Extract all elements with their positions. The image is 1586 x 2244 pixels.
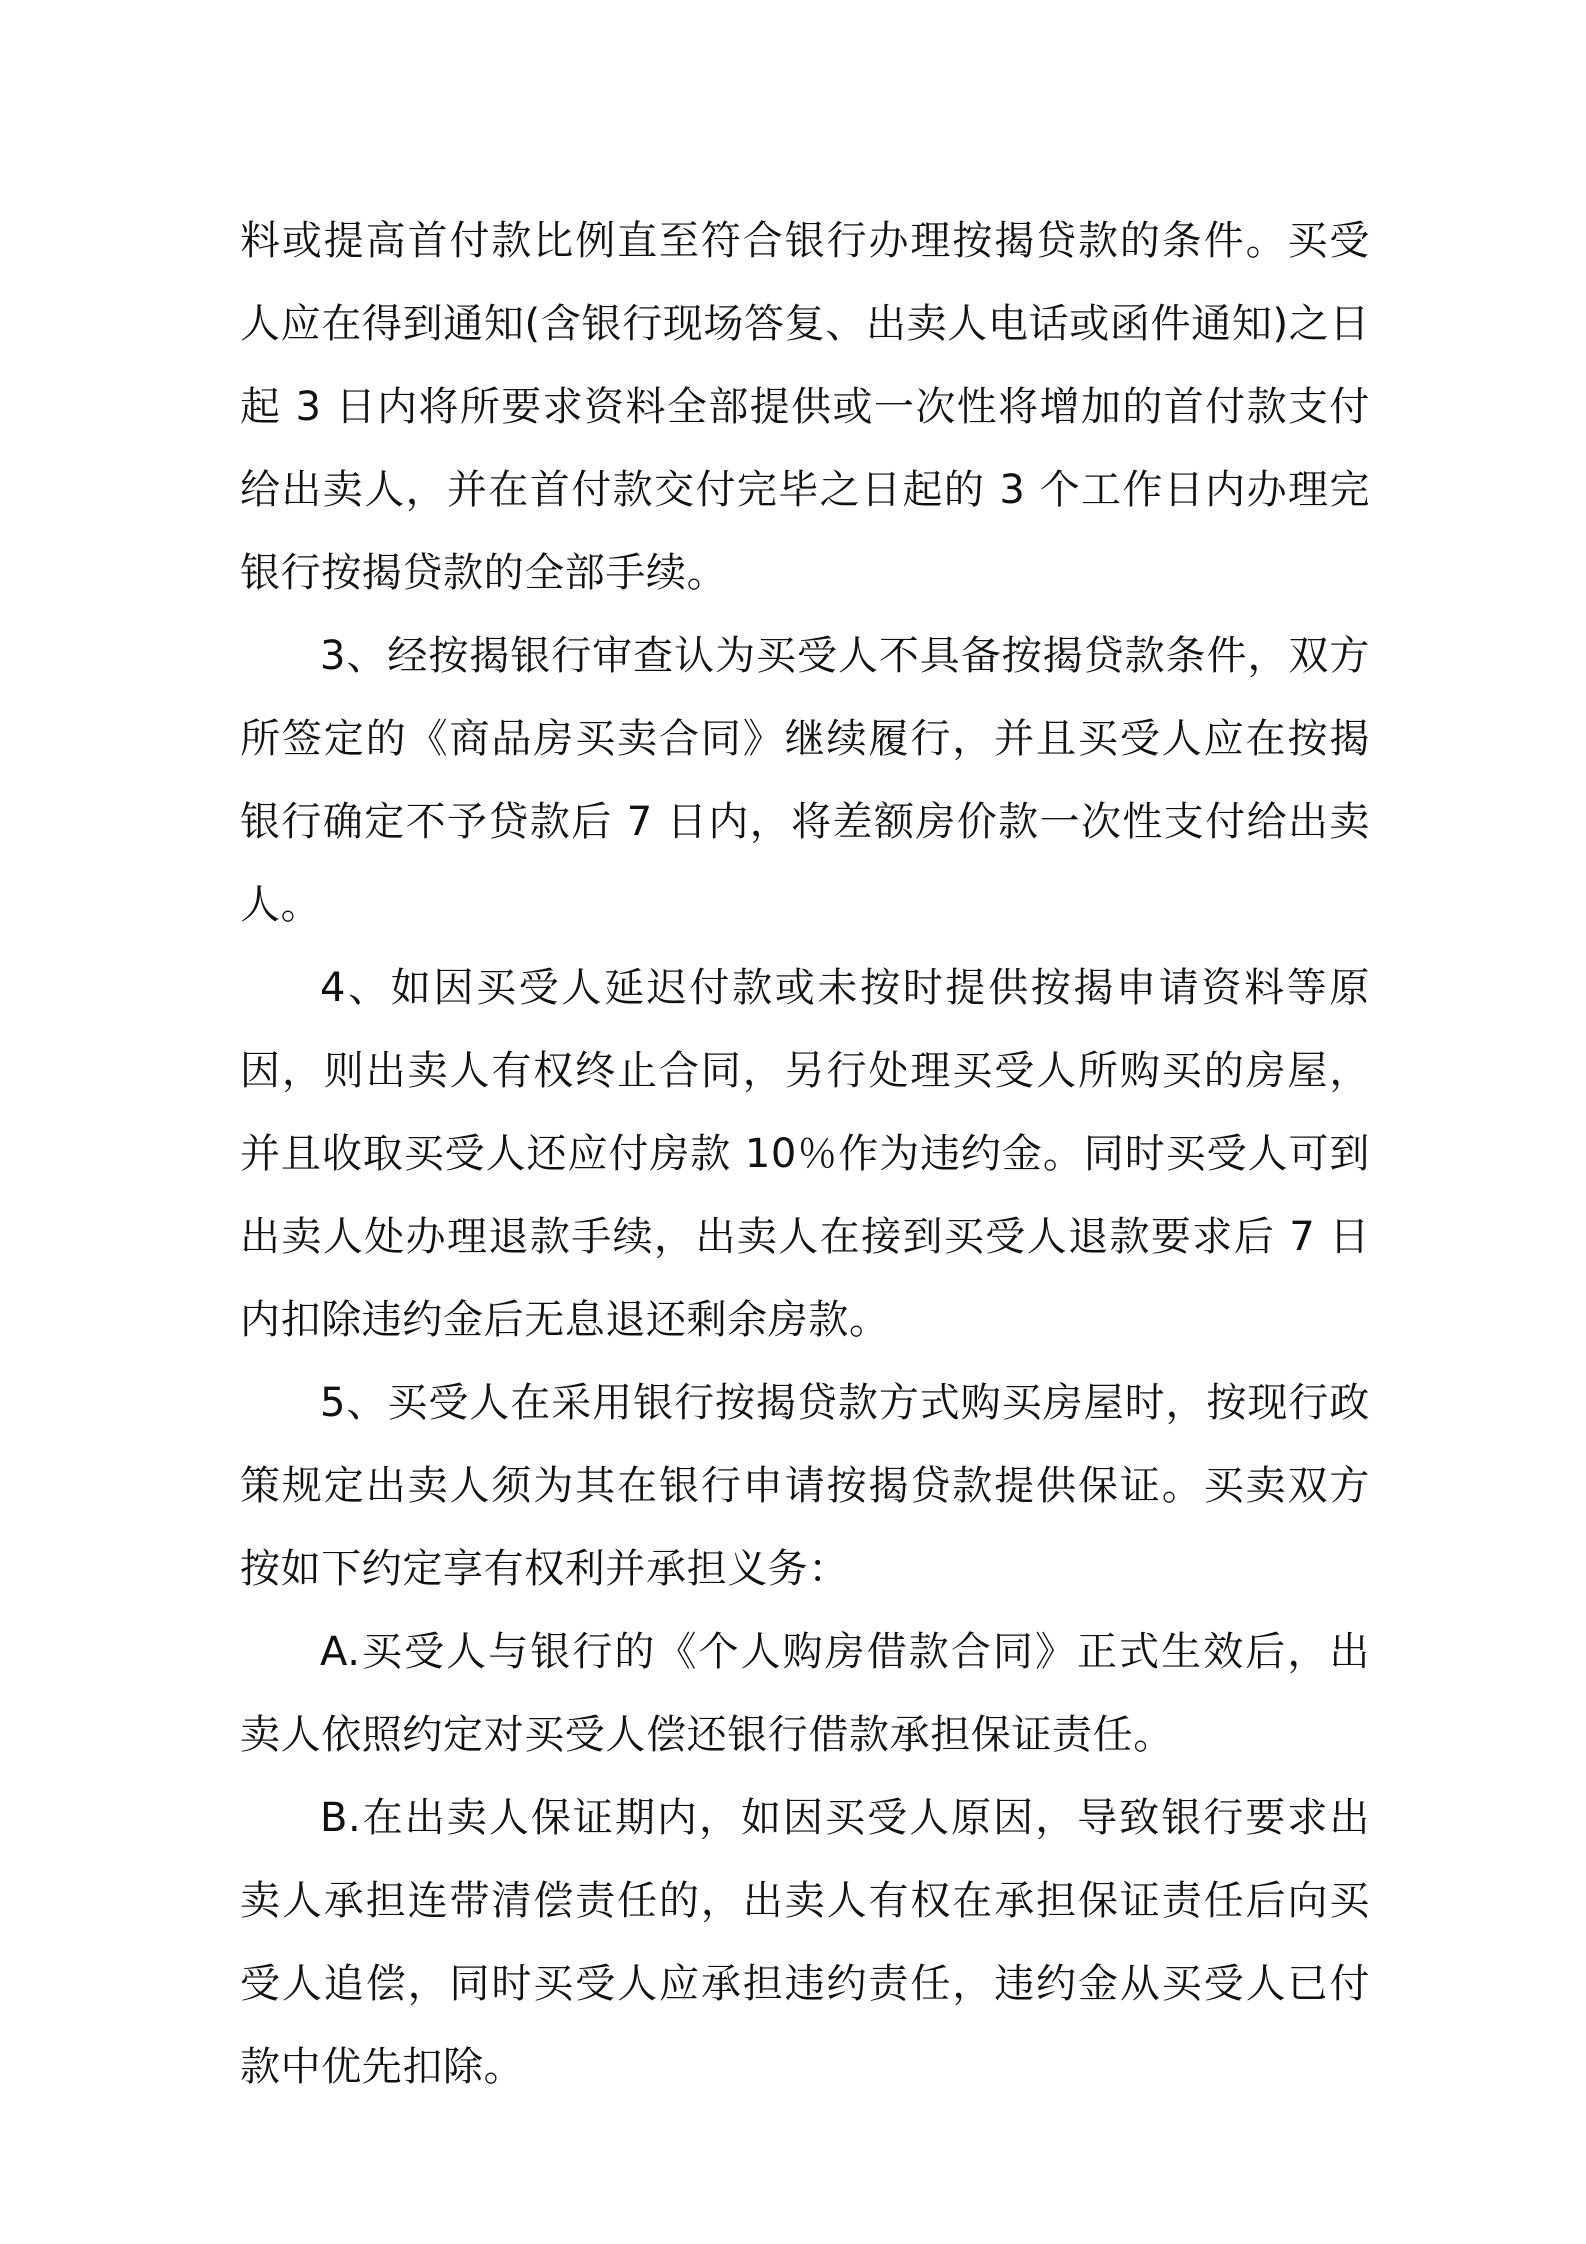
paragraph-clause-3: 3、经按揭银行审查认为买受人不具备按揭贷款条件，双方所签定的《商品房买卖合同》继续履行，并且买受人应在按揭银行确定不予贷款后 7 日内，将差额房价款一次性支付给出卖人。	[240, 633, 1370, 928]
paragraph-clause-4: 4、如因买受人延迟付款或未按时提供按揭申请资料等原因，则出卖人有权终止合同，另行处理买受人所购买的房屋，并且收取买受人还应付房款 10％作为违约金。同时买受人可到出卖人处办理退款手续，出卖人在接到买受人退款要求后 7 日内扣除违约金后无息退还剩余房款。	[240, 965, 1370, 1343]
paragraph-clause-5b: B.在出卖人保证期内，如因买受人原因，导致银行要求出卖人承担连带清偿责任的，出卖人有权在承担保证责任后向买受人追偿，同时买受人应承担违约责任，违约金从买受人已付款中优先扣除。	[240, 1795, 1370, 2090]
document-body	[240, 200, 1370, 2109]
paragraph-clause-5a: A.买受人与银行的《个人购房借款合同》正式生效后，出卖人依照约定对买受人偿还银行借款承担保证责任。	[240, 1629, 1370, 1758]
paragraph-continuation: 料或提高首付款比例直至符合银行办理按揭贷款的条件。买受人应在得到通知(含银行现场答复、出卖人电话或函件通知)之日起 3 日内将所要求资料全部提供或一次性将增加的首付款支付给出卖人，并在首付款交付完毕之日起的 3 个工作日内办理完银行按揭贷款的全部手续。	[240, 218, 1370, 596]
paragraph-clause-5: 5、买受人在采用银行按揭贷款方式购买房屋时，按现行政策规定出卖人须为其在银行申请按揭贷款提供保证。买卖双方按如下约定享有权利并承担义务：	[240, 1380, 1370, 1592]
